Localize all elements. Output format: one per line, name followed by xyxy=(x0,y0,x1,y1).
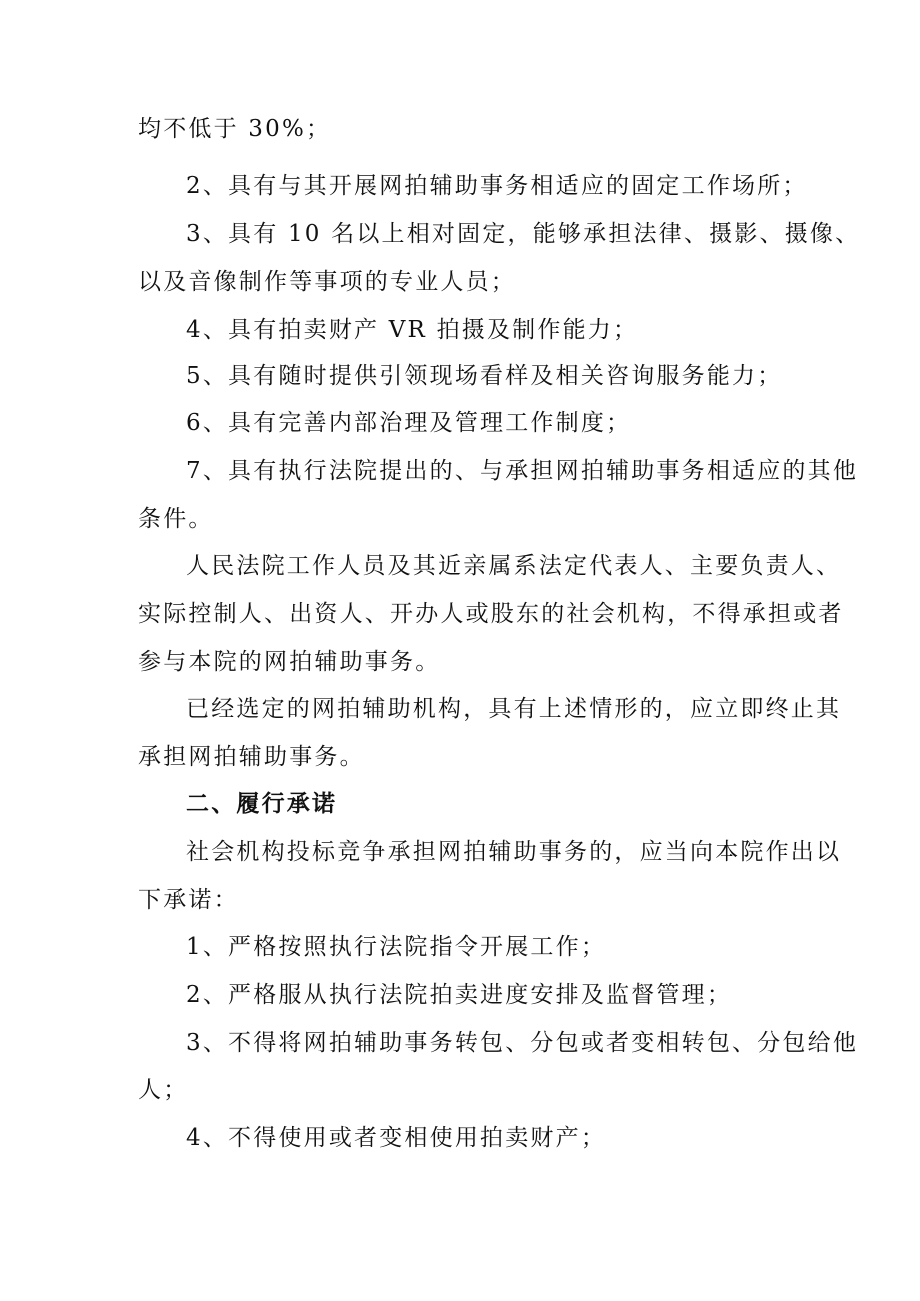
paragraph-line-11: 实际控制人、出资人、开办人或股东的社会机构，不得承担或者 xyxy=(138,601,844,627)
paragraph-line-1: 均不低于 30%； xyxy=(138,116,332,142)
paragraph-line-2: 2、具有与其开展网拍辅助事务相适应的固定工作场所； xyxy=(186,173,808,199)
paragraph-line-16: 社会机构投标竞争承担网拍辅助事务的，应当向本院作出以 xyxy=(186,839,842,865)
paragraph-line-18: 1、严格按照执行法院指令开展工作； xyxy=(186,934,607,960)
paragraph-line-17: 下承诺： xyxy=(138,887,239,913)
paragraph-line-14: 承担网拍辅助事务。 xyxy=(138,744,365,770)
paragraph-line-19: 2、严格服从执行法院拍卖进度安排及监督管理； xyxy=(186,982,733,1008)
paragraph-line-5: 4、具有拍卖财产 VR 拍摄及制作能力； xyxy=(186,317,639,343)
paragraph-line-22: 4、不得使用或者变相使用拍卖财产； xyxy=(186,1125,607,1151)
paragraph-line-4: 以及音像制作等事项的专业人员； xyxy=(138,269,516,295)
paragraph-line-10: 人民法院工作人员及其近亲属系法定代表人、主要负责人、 xyxy=(186,553,842,579)
paragraph-line-20: 3、不得将网拍辅助事务转包、分包或者变相转包、分包给他 xyxy=(186,1030,859,1056)
paragraph-line-7: 6、具有完善内部治理及管理工作制度； xyxy=(186,410,632,436)
paragraph-line-21: 人； xyxy=(138,1077,189,1103)
paragraph-line-6: 5、具有随时提供引领现场看样及相关咨询服务能力； xyxy=(186,363,783,389)
paragraph-line-9: 条件。 xyxy=(138,506,214,532)
section-heading: 二、履行承诺 xyxy=(186,791,338,817)
paragraph-line-13: 已经选定的网拍辅助机构，具有上述情形的，应立即终止其 xyxy=(186,696,842,722)
paragraph-line-3: 3、具有 10 名以上相对固定，能够承担法律、摄影、摄像、 xyxy=(186,221,861,247)
paragraph-line-8: 7、具有执行法院提出的、与承担网拍辅助事务相适应的其他 xyxy=(186,458,859,484)
paragraph-line-12: 参与本院的网拍辅助事务。 xyxy=(138,649,441,675)
